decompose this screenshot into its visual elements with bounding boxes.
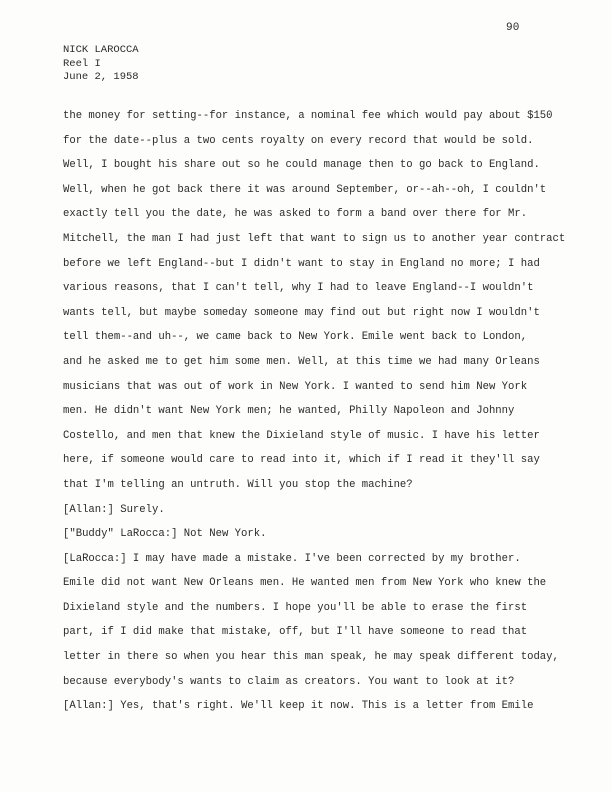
- transcript-header: [63, 44, 139, 85]
- transcript-line: [63, 350, 553, 375]
- speaker-label: [Allan:]: [63, 503, 114, 516]
- speaker-label: ["Buddy" LaRocca:]: [63, 528, 178, 541]
- line-text: exactly tell you the date, he was asked to form a band over there for Mr.: [63, 208, 528, 221]
- line-text: before we left England--but I didn't want to stay in England no more; I had: [63, 257, 540, 270]
- transcript-line: [63, 694, 553, 719]
- line-text: Mitchell, the man I had just left that want to sign us to another year contract: [63, 232, 566, 245]
- line-text: Yes, that's right. We'll keep it now. This is a letter from Emile: [113, 700, 534, 713]
- line-text: wants tell, but maybe someday someone may find out but right now I wouldn't: [63, 306, 540, 319]
- transcript-line: [63, 620, 553, 645]
- line-text: Not New York.: [177, 528, 267, 541]
- line-text: because everybody's wants to claim as creators. You want to look at it?: [63, 675, 515, 688]
- page-number: 90: [506, 22, 520, 34]
- transcript-line: [63, 202, 553, 227]
- line-text: tell them--and uh--, we came back to New York. Emile went back to London,: [63, 331, 528, 344]
- transcript-line: [63, 522, 553, 547]
- line-text: Well, I bought his share out so he could manage then to go back to England.: [63, 159, 540, 172]
- interviewee-name: NICK LAROCCA: [63, 44, 139, 56]
- line-text: Emile did not want New Orleans men. He wanted men from New York who knew the: [63, 577, 547, 590]
- transcript-line: [63, 645, 559, 670]
- line-text: that I'm telling an untruth. Will you stop the machine?: [63, 478, 413, 491]
- line-text: the money for setting--for instance, a nominal fee which would pay about $150: [63, 110, 553, 122]
- line-text: Costello, and men that knew the Dixieland style of music. I have his letter: [63, 429, 540, 442]
- transcript-line: [63, 227, 566, 252]
- line-text: Well, when he got back there it was around September, or--ah--oh, I couldn't: [63, 183, 547, 196]
- line-text: for the date--plus a two cents royalty on every record that would be sold.: [63, 134, 534, 147]
- line-text: here, if someone would care to read into it, which if I read it they'll say: [63, 454, 540, 467]
- line-text: Dixieland style and the numbers. I hope you'll be able to erase the first: [63, 601, 528, 614]
- transcript-line: [63, 670, 553, 695]
- transcript-line: [63, 547, 553, 572]
- transcript-line: [63, 473, 553, 498]
- line-text: musicians that was out of work in New York. I wanted to send him New York: [63, 380, 528, 393]
- transcript-line: [63, 571, 553, 596]
- transcript-line: [63, 375, 553, 400]
- transcript-line: [63, 399, 553, 424]
- interview-date: June 2, 1958: [63, 71, 139, 83]
- line-text: various reasons, that I can't tell, why I had to leave England--I wouldn't: [63, 282, 534, 295]
- reel-label: Reel I: [63, 57, 101, 70]
- speaker-label: [LaRocca:]: [63, 552, 127, 565]
- transcript-line: [63, 276, 553, 301]
- line-text: I may have made a mistake. I've been corrected by my brother.: [126, 552, 521, 565]
- transcript-line: [63, 498, 553, 523]
- line-text: letter in there so when you hear this man speak, he may speak different today,: [63, 651, 559, 664]
- transcript-line: [63, 448, 553, 473]
- line-text: and he asked me to get him some men. Well, at this time we had many Orleans: [63, 355, 540, 368]
- transcript-line: [63, 178, 553, 203]
- transcript-line: [63, 129, 553, 154]
- transcript-line: [63, 424, 553, 449]
- line-text: part, if I did make that mistake, off, but I'll have someone to read that: [63, 626, 528, 639]
- transcript-body: [63, 104, 566, 719]
- transcript-line: [63, 104, 553, 129]
- speaker-label: [Allan:]: [63, 700, 114, 713]
- transcript-line: [63, 153, 553, 178]
- transcript-line: [63, 252, 553, 277]
- line-text: Surely.: [113, 503, 165, 516]
- transcript-line: [63, 325, 553, 350]
- transcript-line: [63, 301, 553, 326]
- line-text: men. He didn't want New York men; he wanted, Philly Napoleon and Johnny: [63, 405, 515, 418]
- transcript-line: [63, 596, 553, 621]
